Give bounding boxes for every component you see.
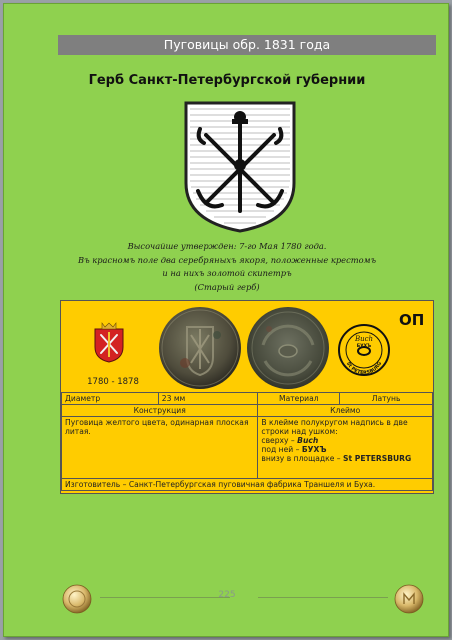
stamp-middle-line: под ней – БУХЪ bbox=[261, 445, 327, 454]
caption-line-2: Въ красномъ поле два серебряныхъ якоря, положенные крестомъ bbox=[78, 255, 376, 265]
page-header bbox=[58, 35, 436, 55]
footer-divider-right bbox=[258, 597, 388, 598]
button-card bbox=[60, 300, 434, 494]
table-row bbox=[62, 417, 433, 479]
table-row bbox=[62, 393, 433, 405]
maker-stamp-image bbox=[337, 323, 391, 377]
construction-header: Конструкция bbox=[62, 405, 258, 417]
caption-line-3: и на нихъ золотой скипетръ bbox=[162, 268, 292, 278]
coat-of-arms-image bbox=[182, 99, 298, 235]
table-row bbox=[62, 479, 433, 491]
caption-line-1: Высочайше утвержден: 7-го Мая 1780 года. bbox=[127, 241, 327, 251]
diameter-label: Диаметр bbox=[62, 393, 159, 405]
button-front-image bbox=[157, 305, 243, 391]
years-range: 1780 - 1878 bbox=[87, 377, 139, 387]
stamp-description: В клейме полукругом надпись в две строки над ушком: bbox=[261, 418, 408, 436]
header-title: Пуговицы обр. 1831 года bbox=[163, 37, 331, 52]
stamp-bottom-line: внизу в площадке – St PETERSBURG bbox=[261, 454, 412, 463]
construction-text bbox=[62, 417, 258, 479]
caption-line-4: (Старый герб) bbox=[194, 282, 260, 292]
small-coat-of-arms-icon bbox=[93, 321, 125, 363]
stamp-top-line: сверху – Buch bbox=[261, 436, 319, 445]
stamp-header: Клеймо bbox=[258, 405, 433, 417]
section-title: Герб Санкт-Петербургской губернии bbox=[88, 73, 366, 88]
spec-table bbox=[61, 392, 433, 491]
stamp-top-text: Buch bbox=[354, 335, 374, 343]
table-row bbox=[62, 405, 433, 417]
right-medal-icon bbox=[394, 584, 424, 614]
stamp-bottom-text: St PETERSBURG bbox=[344, 361, 384, 377]
stamp-middle-text: БУХЪ bbox=[356, 344, 372, 349]
material-label: Материал bbox=[258, 393, 340, 405]
mark-label: ОП bbox=[399, 311, 425, 329]
page-number: 225 bbox=[218, 590, 236, 600]
diameter-value: 23 мм bbox=[158, 393, 258, 405]
left-medal-icon bbox=[62, 584, 92, 614]
material-value: Латунь bbox=[340, 393, 433, 405]
maker-text: Изготовитель – Санкт-Петербургская пуговичная фабрика Траншеля и Буха. bbox=[62, 479, 433, 491]
construction-description: Пуговица желтого цвета, одинарная плоская литая. bbox=[65, 418, 249, 436]
button-back-image bbox=[245, 305, 331, 391]
stamp-text bbox=[258, 417, 433, 479]
page bbox=[3, 3, 449, 637]
